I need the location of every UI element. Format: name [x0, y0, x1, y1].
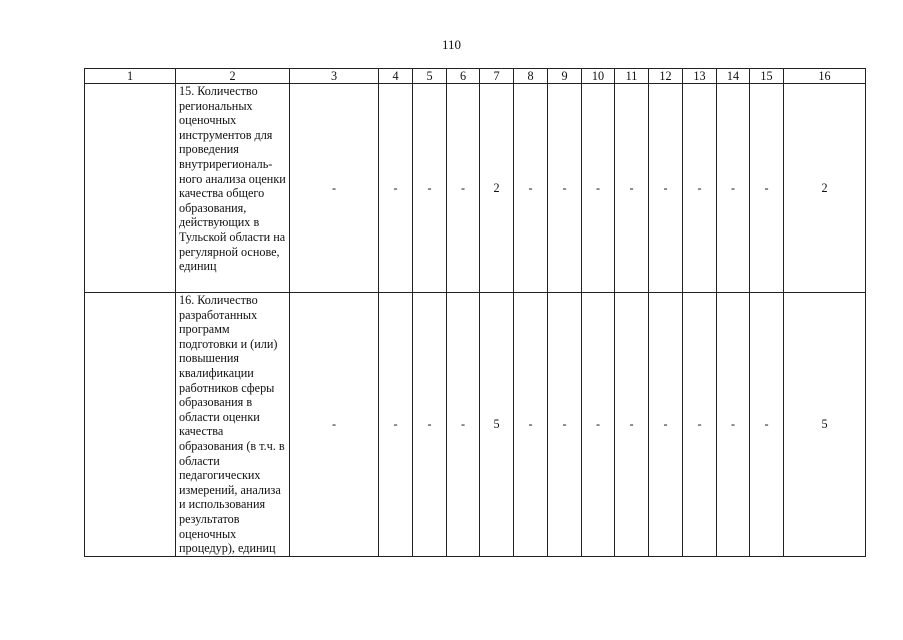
value-cell: - [750, 84, 784, 293]
value-cell: - [447, 84, 480, 293]
value-cell: - [290, 293, 379, 557]
column-header-13: 13 [683, 69, 717, 84]
column-header-12: 12 [649, 69, 683, 84]
value-cell: - [582, 84, 615, 293]
value-cell: - [717, 84, 750, 293]
column-header-9: 9 [548, 69, 582, 84]
column-header-4: 4 [379, 69, 413, 84]
column-header-5: 5 [413, 69, 447, 84]
value-cell: - [615, 293, 649, 557]
column-header-15: 15 [750, 69, 784, 84]
value-cell: - [290, 84, 379, 293]
value-cell: - [717, 293, 750, 557]
value-cell: - [447, 293, 480, 557]
column-header-8: 8 [514, 69, 548, 84]
row-number-cell [85, 293, 176, 557]
value-cell: 2 [480, 84, 514, 293]
indicator-name-cell: 15. Количество региональных оценочных инструментов для проведения внутрирегиональ-ного анализа оценки качества общего образования, действующих в Тульской области на регулярной основе, единиц [176, 84, 290, 293]
value-cell: - [413, 293, 447, 557]
table-row [85, 293, 866, 557]
column-header-2: 2 [176, 69, 290, 84]
value-cell: - [379, 293, 413, 557]
total-cell: 5 [784, 293, 866, 557]
value-cell: - [379, 84, 413, 293]
value-cell: - [548, 84, 582, 293]
page-number: 110 [441, 37, 462, 52]
value-cell: - [582, 293, 615, 557]
column-header-16: 16 [784, 69, 866, 84]
indicator-name-cell: 16. Количество разработанных программ подготовки и (или) повышения квалификации работников сферы образования в области оценки качества образования (в т.ч. в области педагогических измерений, анализа и использования результатов оценочных процедур), единиц [176, 293, 290, 557]
column-header-14: 14 [717, 69, 750, 84]
column-header-11: 11 [615, 69, 649, 84]
column-header-1: 1 [85, 69, 176, 84]
value-cell: - [514, 293, 548, 557]
value-cell: - [514, 84, 548, 293]
value-cell: - [683, 84, 717, 293]
header-row [85, 69, 866, 84]
value-cell: - [649, 84, 683, 293]
column-header-6: 6 [447, 69, 480, 84]
table-row [85, 84, 866, 293]
column-header-7: 7 [480, 69, 514, 84]
total-cell: 2 [784, 84, 866, 293]
value-cell: - [548, 293, 582, 557]
value-cell: 5 [480, 293, 514, 557]
value-cell: - [750, 293, 784, 557]
indicator-table [84, 68, 866, 557]
value-cell: - [615, 84, 649, 293]
value-cell: - [683, 293, 717, 557]
column-header-3: 3 [290, 69, 379, 84]
row-number-cell [85, 84, 176, 293]
column-header-10: 10 [582, 69, 615, 84]
value-cell: - [413, 84, 447, 293]
value-cell: - [649, 293, 683, 557]
